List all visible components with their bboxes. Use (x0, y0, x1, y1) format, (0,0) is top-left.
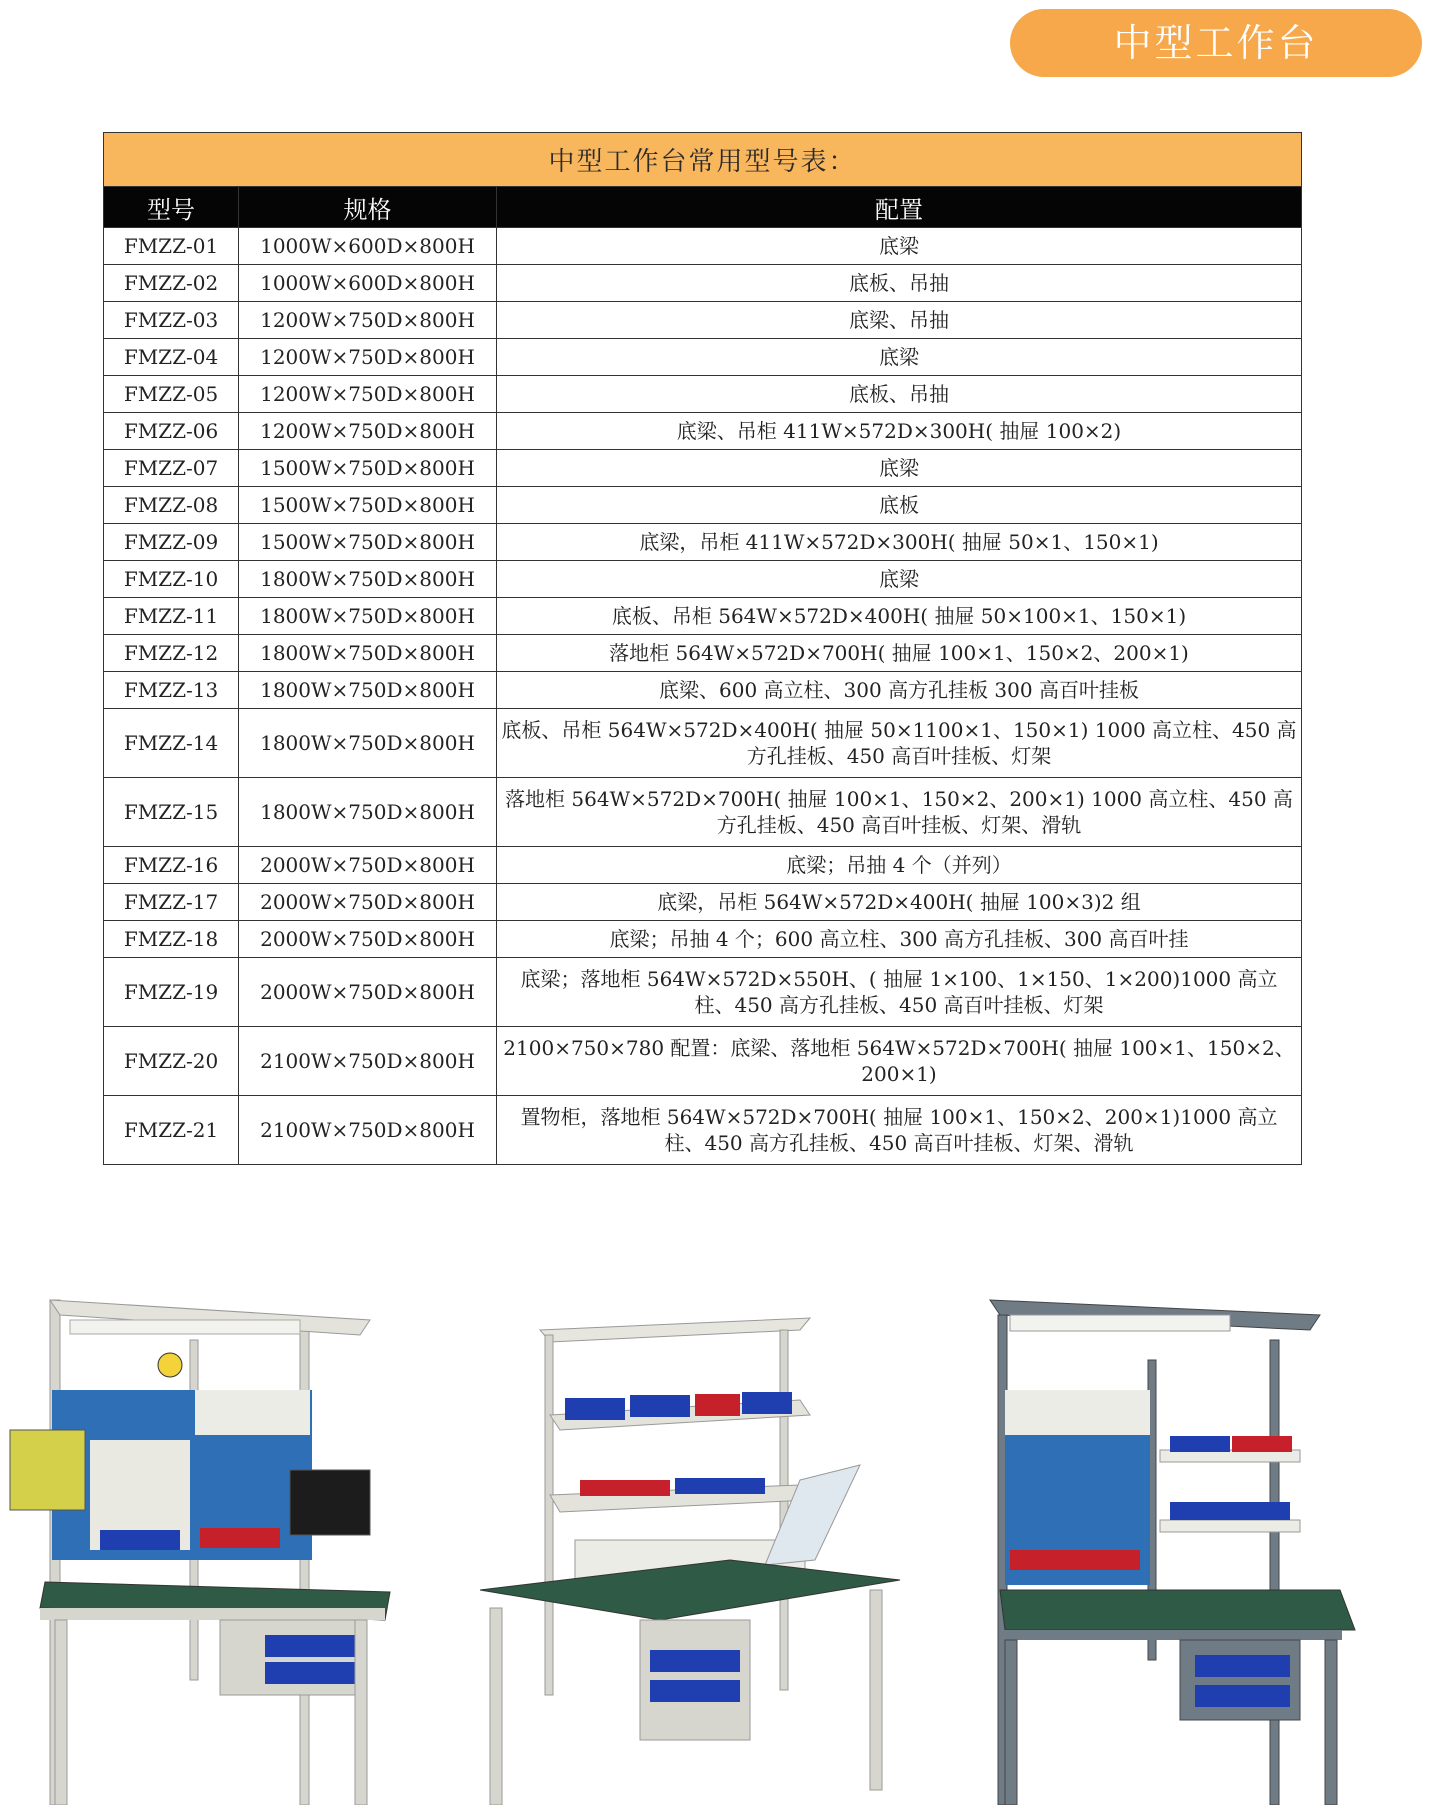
config-cell: 底梁，吊柜 411W×572D×300H( 抽屉 50×1、150×1) (497, 524, 1302, 561)
spec-cell: 1200W×750D×800H (239, 302, 497, 339)
workbench-photo-1 (0, 1290, 400, 1805)
table-row (104, 635, 1302, 672)
spec-cell: 1000W×600D×800H (239, 265, 497, 302)
config-cell: 底梁 (497, 561, 1302, 598)
model-cell: FMZZ-21 (104, 1096, 239, 1165)
table-row (104, 778, 1302, 847)
config-cell: 底板、吊柜 564W×572D×400H( 抽屉 50×1100×1、150×1) 1000 高立柱、450 高方孔挂板、450 高百叶挂板、灯架 (497, 709, 1302, 778)
spec-cell: 1800W×750D×800H (239, 598, 497, 635)
spec-cell: 2000W×750D×800H (239, 958, 497, 1027)
table-row (104, 524, 1302, 561)
config-cell: 落地柜 564W×572D×700H( 抽屉 100×1、150×2、200×1) 1000 高立柱、450 高方孔挂板、450 高百叶挂板、灯架、滑轨 (497, 778, 1302, 847)
table-row (104, 487, 1302, 524)
spec-cell: 1500W×750D×800H (239, 450, 497, 487)
config-cell: 底梁，吊柜 564W×572D×400H( 抽屉 100×3)2 组 (497, 884, 1302, 921)
table-row (104, 228, 1302, 265)
model-cell: FMZZ-12 (104, 635, 239, 672)
config-cell: 底板 (497, 487, 1302, 524)
workbench-photo-2 (480, 1290, 920, 1805)
model-cell: FMZZ-06 (104, 413, 239, 450)
spec-cell: 1000W×600D×800H (239, 228, 497, 265)
table-body (104, 228, 1302, 1165)
model-cell: FMZZ-10 (104, 561, 239, 598)
table-row (104, 450, 1302, 487)
spec-cell: 1500W×750D×800H (239, 487, 497, 524)
table-row (104, 302, 1302, 339)
column-header-config: 配置 (497, 187, 1302, 228)
spec-cell: 1200W×750D×800H (239, 376, 497, 413)
table-row (104, 413, 1302, 450)
column-header-spec: 规格 (239, 187, 497, 228)
table-row (104, 561, 1302, 598)
model-cell: FMZZ-11 (104, 598, 239, 635)
spec-cell: 2100W×750D×800H (239, 1096, 497, 1165)
spec-cell: 1800W×750D×800H (239, 709, 497, 778)
model-cell: FMZZ-05 (104, 376, 239, 413)
spec-cell: 1800W×750D×800H (239, 635, 497, 672)
model-cell: FMZZ-01 (104, 228, 239, 265)
model-cell: FMZZ-08 (104, 487, 239, 524)
spec-cell: 1800W×750D×800H (239, 561, 497, 598)
spec-cell: 1500W×750D×800H (239, 524, 497, 561)
model-cell: FMZZ-13 (104, 672, 239, 709)
table-row (104, 265, 1302, 302)
table-row (104, 847, 1302, 884)
table-row (104, 598, 1302, 635)
table-row (104, 1027, 1302, 1096)
spec-cell: 2000W×750D×800H (239, 884, 497, 921)
config-cell: 底板、吊抽 (497, 265, 1302, 302)
model-cell: FMZZ-17 (104, 884, 239, 921)
table-row (104, 709, 1302, 778)
table-row (104, 672, 1302, 709)
config-cell: 底梁 (497, 228, 1302, 265)
model-cell: FMZZ-09 (104, 524, 239, 561)
spec-cell: 2100W×750D×800H (239, 1027, 497, 1096)
table-row (104, 921, 1302, 958)
config-cell: 底梁；落地柜 564W×572D×550H、( 抽屉 1×100、1×150、1×200)1000 高立柱、450 高方孔挂板、450 高百叶挂板、灯架 (497, 958, 1302, 1027)
model-cell: FMZZ-03 (104, 302, 239, 339)
config-cell: 底梁；吊抽 4 个（并列） (497, 847, 1302, 884)
column-header-model: 型号 (104, 187, 239, 228)
config-cell: 2100×750×780 配置：底梁、落地柜 564W×572D×700H( 抽屉 100×1、150×2、200×1) (497, 1027, 1302, 1096)
model-cell: FMZZ-04 (104, 339, 239, 376)
table-row (104, 884, 1302, 921)
product-photo-row (0, 1290, 1452, 1805)
page-title-badge: 中型工作台 (1010, 9, 1422, 77)
config-cell: 底梁、吊柜 411W×572D×300H( 抽屉 100×2) (497, 413, 1302, 450)
config-cell: 底梁；吊抽 4 个；600 高立柱、300 高方孔挂板、300 高百叶挂 (497, 921, 1302, 958)
spec-cell: 1800W×750D×800H (239, 672, 497, 709)
config-cell: 置物柜，落地柜 564W×572D×700H( 抽屉 100×1、150×2、200×1)1000 高立柱、450 高方孔挂板、450 高百叶挂板、灯架、滑轨 (497, 1096, 1302, 1165)
config-cell: 落地柜 564W×572D×700H( 抽屉 100×1、150×2、200×1) (497, 635, 1302, 672)
table-row (104, 339, 1302, 376)
spec-cell: 2000W×750D×800H (239, 847, 497, 884)
config-cell: 底梁、吊抽 (497, 302, 1302, 339)
table-caption: 中型工作台常用型号表： (104, 133, 1302, 187)
spec-cell: 2000W×750D×800H (239, 921, 497, 958)
config-cell: 底梁 (497, 339, 1302, 376)
model-cell: FMZZ-02 (104, 265, 239, 302)
table-row (104, 1096, 1302, 1165)
config-cell: 底板、吊抽 (497, 376, 1302, 413)
model-cell: FMZZ-18 (104, 921, 239, 958)
model-cell: FMZZ-07 (104, 450, 239, 487)
model-spec-table (103, 132, 1302, 1165)
config-cell: 底梁 (497, 450, 1302, 487)
model-cell: FMZZ-15 (104, 778, 239, 847)
config-cell: 底板、吊柜 564W×572D×400H( 抽屉 50×100×1、150×1) (497, 598, 1302, 635)
spec-cell: 1200W×750D×800H (239, 339, 497, 376)
spec-cell: 1200W×750D×800H (239, 413, 497, 450)
table-row (104, 958, 1302, 1027)
table-row (104, 376, 1302, 413)
model-cell: FMZZ-14 (104, 709, 239, 778)
spec-cell: 1800W×750D×800H (239, 778, 497, 847)
model-cell: FMZZ-19 (104, 958, 239, 1027)
workbench-photo-3 (980, 1290, 1370, 1805)
model-cell: FMZZ-16 (104, 847, 239, 884)
config-cell: 底梁、600 高立柱、300 高方孔挂板 300 高百叶挂板 (497, 672, 1302, 709)
model-cell: FMZZ-20 (104, 1027, 239, 1096)
